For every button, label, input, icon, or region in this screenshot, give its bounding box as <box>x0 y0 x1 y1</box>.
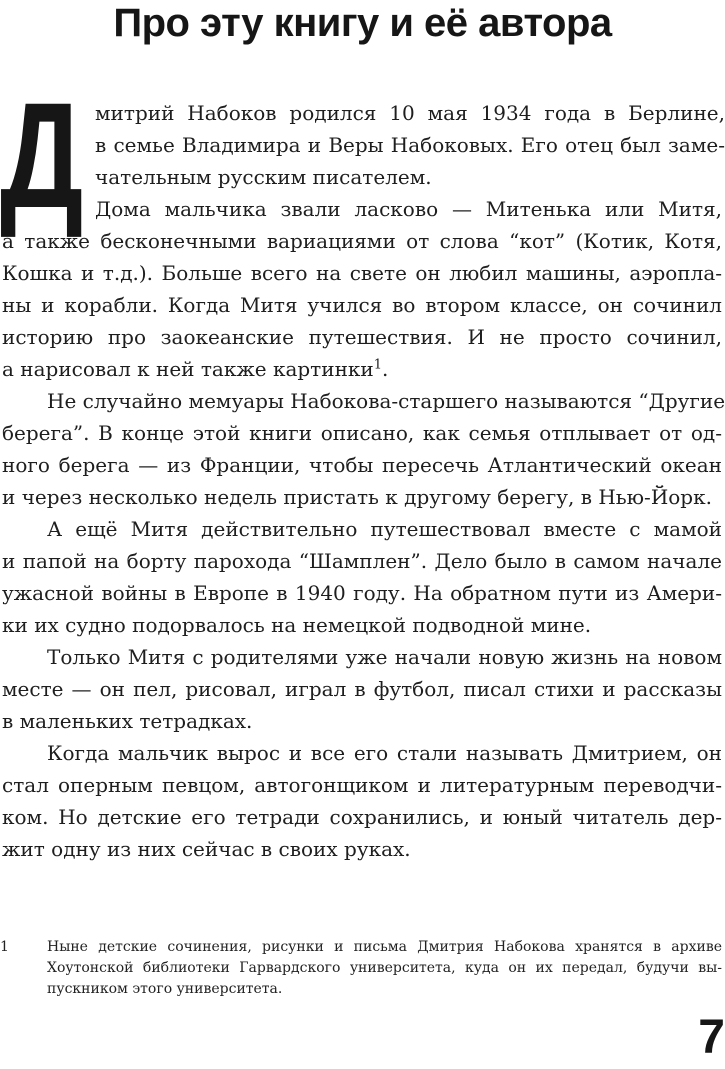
body-line: Только Митя с родителями уже начали новую жизнь на новом <box>47 645 722 669</box>
body-line: Не случайно мемуары Набокова-старшего называются “Другие <box>47 389 725 413</box>
body-line-with-footnote: а нарисовал к ней также картинки$^1$. <box>2 357 389 381</box>
body-line: ком. Но детские его тетради сохранились, и юный читатель дер- <box>2 805 722 829</box>
body-line: историю про заокеанские путешествия. И не просто сочинил, <box>2 325 722 349</box>
page-title: Про эту книгу и её автора <box>113 1 612 45</box>
body-line: месте — он пел, рисовал, играл в футбол, писал стихи и рассказы <box>2 677 722 701</box>
body-line: ны и корабли. Когда Митя учился во втором классе, он сочинил <box>2 293 722 317</box>
footnote-line: пускником этого университета. <box>47 981 283 997</box>
body-line: чательным русским писателем. <box>95 165 432 189</box>
body-line: ного берега — из Франции, чтобы пересечь Атлантический океан <box>2 453 722 477</box>
body-line: ужасной войны в Европе в 1940 году. На обратном пути из Амери- <box>2 581 722 605</box>
body-line: А ещё Митя действительно путешествовал вместе с мамой <box>47 517 722 541</box>
body-line: в маленьких тетрадках. <box>2 709 253 733</box>
body-line: ки их судно подорвалось на немецкой подводной мине. <box>2 613 592 637</box>
body-line: берега”. В конце этой книги описано, как семья отплывает от од- <box>2 421 722 445</box>
footnote-line: Хоутонской библиотеки Гарвардского университета, куда он их передал, будучи вы- <box>47 960 722 976</box>
body-line: а также бесконечными вариациями от слова “кот” (Котик, Котя, <box>2 229 722 253</box>
body-line: Дома мальчика звали ласково — Митенька или Митя, <box>95 197 722 221</box>
footnote-reference: 1 <box>373 357 383 373</box>
body-line: и через несколько недель пристать к другому берегу, в Нью-Йорк. <box>2 485 712 509</box>
footnote-number: 1 <box>0 939 9 955</box>
body-text: а нарисовал к ней также картинки <box>2 357 374 381</box>
page-number: 7 <box>698 1011 725 1064</box>
body-line: Когда мальчик вырос и все его стали называть Дмитрием, он <box>47 741 722 765</box>
body-line: жит одну из них сейчас в своих руках. <box>2 837 411 861</box>
body-line: Кошка и т.д.). Больше всего на свете он любил машины, аэропла- <box>2 261 722 285</box>
body-line: в семье Владимира и Веры Набоковых. Его отец был заме- <box>95 133 725 157</box>
body-line: и папой на борту парохода “Шамплен”. Дело было в самом начале <box>2 549 722 573</box>
body-line: митрий Набоков родился 10 мая 1934 года в Берлине, <box>95 101 725 125</box>
body-line: стал оперным певцом, автогонщиком и литературным переводчи- <box>2 773 722 797</box>
drop-cap: Д <box>0 71 84 239</box>
footnote-line: Ныне детские сочинения, рисунки и письма Дмитрия Набокова хранятся в архиве <box>47 939 722 955</box>
